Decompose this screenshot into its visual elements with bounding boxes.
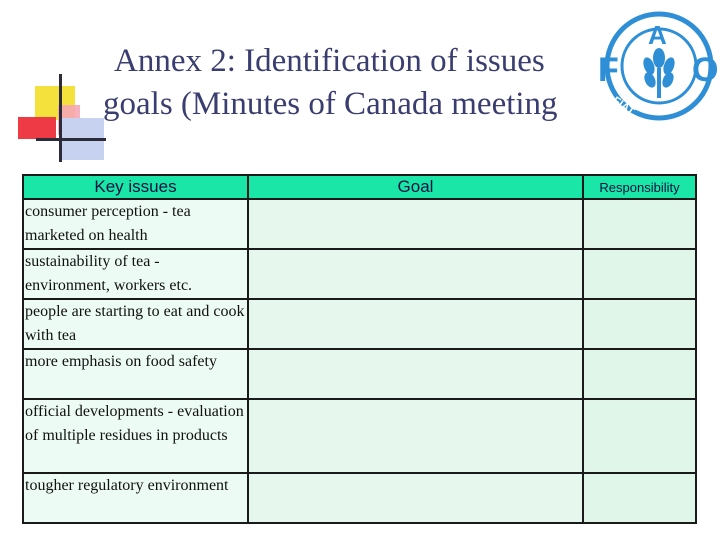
table-row <box>23 299 696 349</box>
responsibility-cell <box>583 299 696 349</box>
key-issue-cell: consumer perception - tea marketed on health <box>23 199 248 249</box>
responsibility-cell <box>583 249 696 299</box>
goal-cell <box>248 299 583 349</box>
fao-logo-icon <box>584 6 718 124</box>
key-issue-cell: people are starting to eat and cook with tea <box>23 299 248 349</box>
issues-table <box>22 174 697 524</box>
table-row <box>23 349 696 399</box>
header-key-issues: Key issues <box>23 175 248 199</box>
header-goal: Goal <box>248 175 583 199</box>
key-issue-cell: sustainability of tea - environment, workers etc. <box>23 249 248 299</box>
goal-cell <box>248 399 583 473</box>
title-line-1: Annex 2: Identification of issues <box>114 43 545 79</box>
responsibility-cell <box>583 473 696 523</box>
decor-red-square <box>18 117 56 139</box>
table-row <box>23 249 696 299</box>
svg-text:FIAT: FIAT <box>610 94 637 119</box>
goal-cell <box>248 473 583 523</box>
goal-cell <box>248 249 583 299</box>
slide-title <box>103 40 603 126</box>
logo-letter-a: A <box>648 20 667 50</box>
key-issue-cell: tougher regulatory environment <box>23 473 248 523</box>
responsibility-cell <box>583 349 696 399</box>
table-row <box>23 399 696 473</box>
table-row <box>23 199 696 249</box>
svg-text:PANIS: PANIS <box>666 87 701 117</box>
key-issue-cell: more emphasis on food safety <box>23 349 248 399</box>
table-header-row <box>23 175 696 199</box>
logo-letter-o: O <box>692 51 718 89</box>
decor-horizontal-line <box>36 138 106 141</box>
responsibility-cell <box>583 199 696 249</box>
decor-vertical-line <box>59 74 62 162</box>
goal-cell <box>248 199 583 249</box>
goal-cell <box>248 349 583 399</box>
logo-letter-f: F <box>598 51 619 89</box>
table-row <box>23 473 696 523</box>
header-responsibility: Responsibility <box>583 175 696 199</box>
title-line-2: goals (Minutes of Canada meeting <box>103 86 558 122</box>
responsibility-cell <box>583 399 696 473</box>
key-issue-cell: official developments - evaluation of multiple residues in products <box>23 399 248 473</box>
